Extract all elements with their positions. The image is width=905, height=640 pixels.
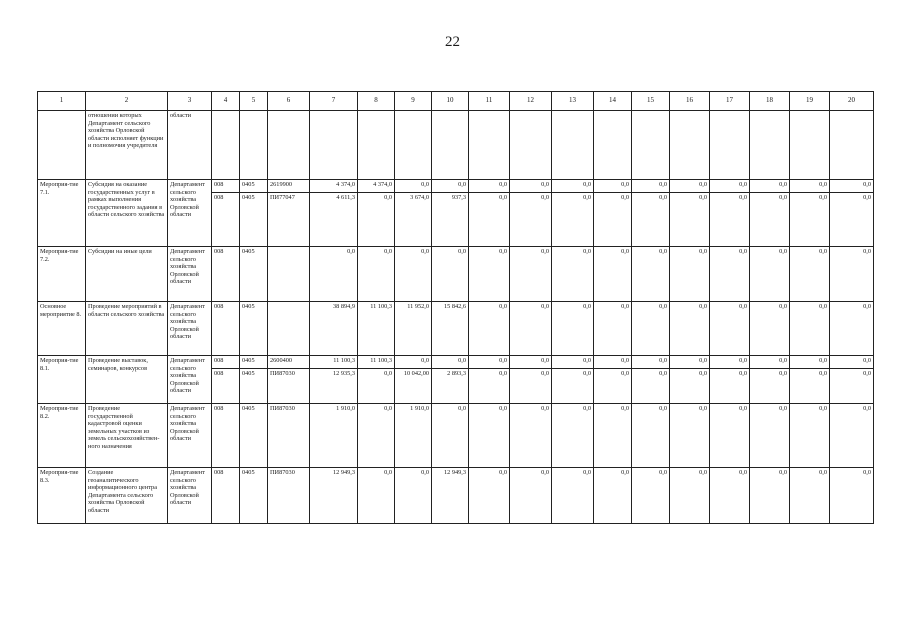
amount-cell: 0,0 xyxy=(594,302,632,356)
grbs-code-cell: 008 xyxy=(212,356,240,369)
amount-cell: 0,0 xyxy=(469,369,510,404)
amount-cell: 38 894,9 xyxy=(310,302,358,356)
amount-cell: 0,0 xyxy=(395,247,432,302)
amount-cell: 0,0 xyxy=(632,193,670,247)
amount-cell: 0,0 xyxy=(750,180,790,193)
amount-cell: 0,0 xyxy=(632,404,670,468)
amount-cell: 0,0 xyxy=(830,369,874,404)
table-row xyxy=(38,180,874,193)
amount-cell: 0,0 xyxy=(552,404,594,468)
amount-cell: 0,0 xyxy=(469,404,510,468)
header-cell: 13 xyxy=(552,92,594,111)
amount-cell: 0,0 xyxy=(432,247,469,302)
row-executor-cell: Департамент сельского хозяйства Орловской области xyxy=(168,180,212,247)
table-row xyxy=(38,247,874,302)
amount-cell: 937,3 xyxy=(432,193,469,247)
row-title-cell: Основное мероприятие 8. xyxy=(38,302,86,356)
header-cell: 6 xyxy=(268,92,310,111)
row-executor-cell: Департамент сельского хозяйства Орловской области xyxy=(168,468,212,524)
header-cell: 20 xyxy=(830,92,874,111)
header-cell: 4 xyxy=(212,92,240,111)
amount-cell: 0,0 xyxy=(710,302,750,356)
amount-cell: 12 949,3 xyxy=(310,468,358,524)
amount-cell: 1 910,0 xyxy=(310,404,358,468)
row-title-cell xyxy=(38,111,86,180)
amount-cell: 11 100,3 xyxy=(358,302,395,356)
row-title-cell: Мероприя-тие 8.1. xyxy=(38,356,86,404)
header-cell: 12 xyxy=(510,92,552,111)
amount-cell: 0,0 xyxy=(710,369,750,404)
amount-cell: 0,0 xyxy=(510,247,552,302)
amount-cell: 0,0 xyxy=(510,404,552,468)
header-cell: 15 xyxy=(632,92,670,111)
grbs-code-cell: 008 xyxy=(212,302,240,356)
row-executor-cell: Департамент сельского хозяйства Орловской области xyxy=(168,247,212,302)
amount-cell: 12 949,3 xyxy=(432,468,469,524)
rzpr-code-cell: 0405 xyxy=(240,369,268,404)
amount-cell: 0,0 xyxy=(710,468,750,524)
amount-cell: 0,0 xyxy=(670,247,710,302)
grbs-code-cell: 008 xyxy=(212,247,240,302)
header-cell: 7 xyxy=(310,92,358,111)
table-row xyxy=(38,468,874,524)
csr-code-cell: ПИ87030 xyxy=(268,468,310,524)
amount-cell: 0,0 xyxy=(830,193,874,247)
row-name-cell: Проведение мероприятий в области сельского хозяйства xyxy=(86,302,168,356)
csr-code-cell: ПИ87030 xyxy=(268,404,310,468)
amount-cell: 0,0 xyxy=(632,302,670,356)
amount-cell: 0,0 xyxy=(830,356,874,369)
row-executor-cell: области xyxy=(168,111,212,180)
row-name-cell: Проведение государственной кадастровой оценки земельных участков из земель сельскохозяйствен-ного назначения xyxy=(86,404,168,468)
header-cell: 19 xyxy=(790,92,830,111)
amount-cell: 0,0 xyxy=(710,193,750,247)
rzpr-code-cell: 0405 xyxy=(240,356,268,369)
amount-cell: 0,0 xyxy=(552,356,594,369)
amount-cell: 0,0 xyxy=(552,193,594,247)
amount-cell: 0,0 xyxy=(358,468,395,524)
table-row xyxy=(38,302,874,356)
amount-cell: 0,0 xyxy=(510,468,552,524)
header-cell: 14 xyxy=(594,92,632,111)
amount-cell: 0,0 xyxy=(830,247,874,302)
amount-cell: 0,0 xyxy=(510,302,552,356)
amount-cell: 0,0 xyxy=(510,369,552,404)
amount-cell: 0,0 xyxy=(670,180,710,193)
amount-cell: 0,0 xyxy=(469,247,510,302)
amount-cell: 0,0 xyxy=(432,404,469,468)
grbs-code-cell: 008 xyxy=(212,404,240,468)
amount-cell: 0,0 xyxy=(469,180,510,193)
amount-cell: 0,0 xyxy=(395,356,432,369)
row-name-cell: отношении которых Департамент сельского хозяйства Орловской области исполняет функции и полномочия учредителя xyxy=(86,111,168,180)
amount-cell: 0,0 xyxy=(552,302,594,356)
amount-cell: 10 042,00 xyxy=(395,369,432,404)
header-cell: 10 xyxy=(432,92,469,111)
amount-cell: 4 374,0 xyxy=(358,180,395,193)
amount-cell: 0,0 xyxy=(632,247,670,302)
amount-cell: 3 674,0 xyxy=(395,193,432,247)
amount-cell: 0,0 xyxy=(790,404,830,468)
amount-cell: 0,0 xyxy=(594,356,632,369)
csr-code-cell xyxy=(268,302,310,356)
page-number: 22 xyxy=(445,34,460,50)
table-row xyxy=(38,111,874,180)
row-title-cell: Мероприя-тие 8.2. xyxy=(38,404,86,468)
amount-cell: 0,0 xyxy=(510,356,552,369)
amount-cell: 12 935,3 xyxy=(310,369,358,404)
amount-cell: 0,0 xyxy=(750,302,790,356)
amount-cell: 0,0 xyxy=(710,247,750,302)
amount-cell: 0,0 xyxy=(432,356,469,369)
amount-cell: 0,0 xyxy=(358,369,395,404)
amount-cell: 0,0 xyxy=(830,468,874,524)
amount-cell: 0,0 xyxy=(552,468,594,524)
amount-cell: 0,0 xyxy=(395,468,432,524)
header-cell: 18 xyxy=(750,92,790,111)
amount-cell: 0,0 xyxy=(395,180,432,193)
header-row xyxy=(38,92,874,111)
amount-cell: 0,0 xyxy=(670,302,710,356)
amount-cell: 11 100,3 xyxy=(358,356,395,369)
amount-cell: 0,0 xyxy=(594,247,632,302)
amount-cell: 2 893,3 xyxy=(432,369,469,404)
header-cell: 17 xyxy=(710,92,750,111)
amount-cell: 0,0 xyxy=(670,369,710,404)
amount-cell: 0,0 xyxy=(432,180,469,193)
header-cell: 1 xyxy=(38,92,86,111)
row-name-cell: Субсидия на оказание государственных услуг в рамках выполнения государственного задания в области сельского хозяйства xyxy=(86,180,168,247)
amount-cell: 11 100,3 xyxy=(310,356,358,369)
amount-cell: 0,0 xyxy=(469,193,510,247)
amount-cell: 0,0 xyxy=(358,404,395,468)
amount-cell: 1 910,0 xyxy=(395,404,432,468)
grbs-code-cell: 008 xyxy=(212,369,240,404)
amount-cell: 0,0 xyxy=(552,369,594,404)
amount-cell: 0,0 xyxy=(552,180,594,193)
csr-code-cell: 2600400 xyxy=(268,356,310,369)
amount-cell: 0,0 xyxy=(790,180,830,193)
amount-cell: 0,0 xyxy=(594,180,632,193)
rzpr-code-cell: 0405 xyxy=(240,404,268,468)
amount-cell: 0,0 xyxy=(670,356,710,369)
amount-cell: 15 842,6 xyxy=(432,302,469,356)
amount-cell: 0,0 xyxy=(632,369,670,404)
amount-cell: 0,0 xyxy=(790,193,830,247)
amount-cell: 0,0 xyxy=(790,468,830,524)
grbs-code-cell: 008 xyxy=(212,180,240,193)
budget-table xyxy=(37,91,874,524)
header-cell: 9 xyxy=(395,92,432,111)
amount-cell: 0,0 xyxy=(790,369,830,404)
amount-cell: 0,0 xyxy=(358,247,395,302)
amount-cell: 0,0 xyxy=(670,193,710,247)
row-executor-cell: Департамент сельского хозяйства Орловской области xyxy=(168,302,212,356)
amount-cell: 0,0 xyxy=(469,356,510,369)
amount-cell: 0,0 xyxy=(710,180,750,193)
header-cell: 2 xyxy=(86,92,168,111)
row-name-cell: Субсидии на иные цели xyxy=(86,247,168,302)
amount-cell: 0,0 xyxy=(358,193,395,247)
row-executor-cell: Департамент сельского хозяйства Орловской области xyxy=(168,356,212,404)
csr-code-cell: ПИ87030 xyxy=(268,369,310,404)
grbs-code-cell: 008 xyxy=(212,193,240,247)
row-title-cell: Мероприя-тие 7.1. xyxy=(38,180,86,247)
header-cell: 5 xyxy=(240,92,268,111)
amount-cell: 0,0 xyxy=(310,247,358,302)
header-cell: 3 xyxy=(168,92,212,111)
rzpr-code-cell: 0405 xyxy=(240,180,268,193)
header-cell: 11 xyxy=(469,92,510,111)
amount-cell: 0,0 xyxy=(594,369,632,404)
amount-cell: 0,0 xyxy=(594,404,632,468)
header-cell: 16 xyxy=(670,92,710,111)
row-name-cell: Создание геоаналитического информационного центра Департамента сельского хозяйства Орловской области xyxy=(86,468,168,524)
table-row xyxy=(38,356,874,369)
amount-cell: 0,0 xyxy=(632,180,670,193)
rzpr-code-cell: 0405 xyxy=(240,193,268,247)
row-title-cell: Мероприя-тие 8.3. xyxy=(38,468,86,524)
amount-cell: 0,0 xyxy=(670,468,710,524)
header-cell: 8 xyxy=(358,92,395,111)
amount-cell: 0,0 xyxy=(670,404,710,468)
rzpr-code-cell: 0405 xyxy=(240,468,268,524)
grbs-code-cell: 008 xyxy=(212,468,240,524)
amount-cell: 0,0 xyxy=(830,404,874,468)
amount-cell: 0,0 xyxy=(710,404,750,468)
table-body xyxy=(38,111,874,524)
row-title-cell: Мероприя-тие 7.2. xyxy=(38,247,86,302)
amount-cell: 4 374,0 xyxy=(310,180,358,193)
amount-cell: 0,0 xyxy=(510,193,552,247)
amount-cell: 4 611,3 xyxy=(310,193,358,247)
amount-cell: 0,0 xyxy=(750,404,790,468)
amount-cell: 0,0 xyxy=(790,356,830,369)
amount-cell: 0,0 xyxy=(594,193,632,247)
table-row xyxy=(38,404,874,468)
amount-cell: 0,0 xyxy=(510,180,552,193)
amount-cell: 0,0 xyxy=(830,180,874,193)
amount-cell: 0,0 xyxy=(750,356,790,369)
amount-cell: 0,0 xyxy=(552,247,594,302)
amount-cell: 0,0 xyxy=(632,356,670,369)
rzpr-code-cell: 0405 xyxy=(240,302,268,356)
amount-cell: 11 952,0 xyxy=(395,302,432,356)
amount-cell: 0,0 xyxy=(790,302,830,356)
amount-cell: 0,0 xyxy=(594,468,632,524)
amount-cell: 0,0 xyxy=(469,302,510,356)
amount-cell: 0,0 xyxy=(750,247,790,302)
amount-cell: 0,0 xyxy=(750,193,790,247)
row-executor-cell: Департамент сельского хозяйства Орловской области xyxy=(168,404,212,468)
amount-cell: 0,0 xyxy=(830,302,874,356)
amount-cell: 0,0 xyxy=(469,468,510,524)
csr-code-cell xyxy=(268,247,310,302)
csr-code-cell: 2619900 xyxy=(268,180,310,193)
amount-cell: 0,0 xyxy=(632,468,670,524)
amount-cell: 0,0 xyxy=(750,369,790,404)
row-name-cell: Проведение выставок, семинаров, конкурсов xyxy=(86,356,168,404)
rzpr-code-cell: 0405 xyxy=(240,247,268,302)
amount-cell: 0,0 xyxy=(710,356,750,369)
amount-cell: 0,0 xyxy=(790,247,830,302)
amount-cell: 0,0 xyxy=(750,468,790,524)
csr-code-cell: ПИ77047 xyxy=(268,193,310,247)
